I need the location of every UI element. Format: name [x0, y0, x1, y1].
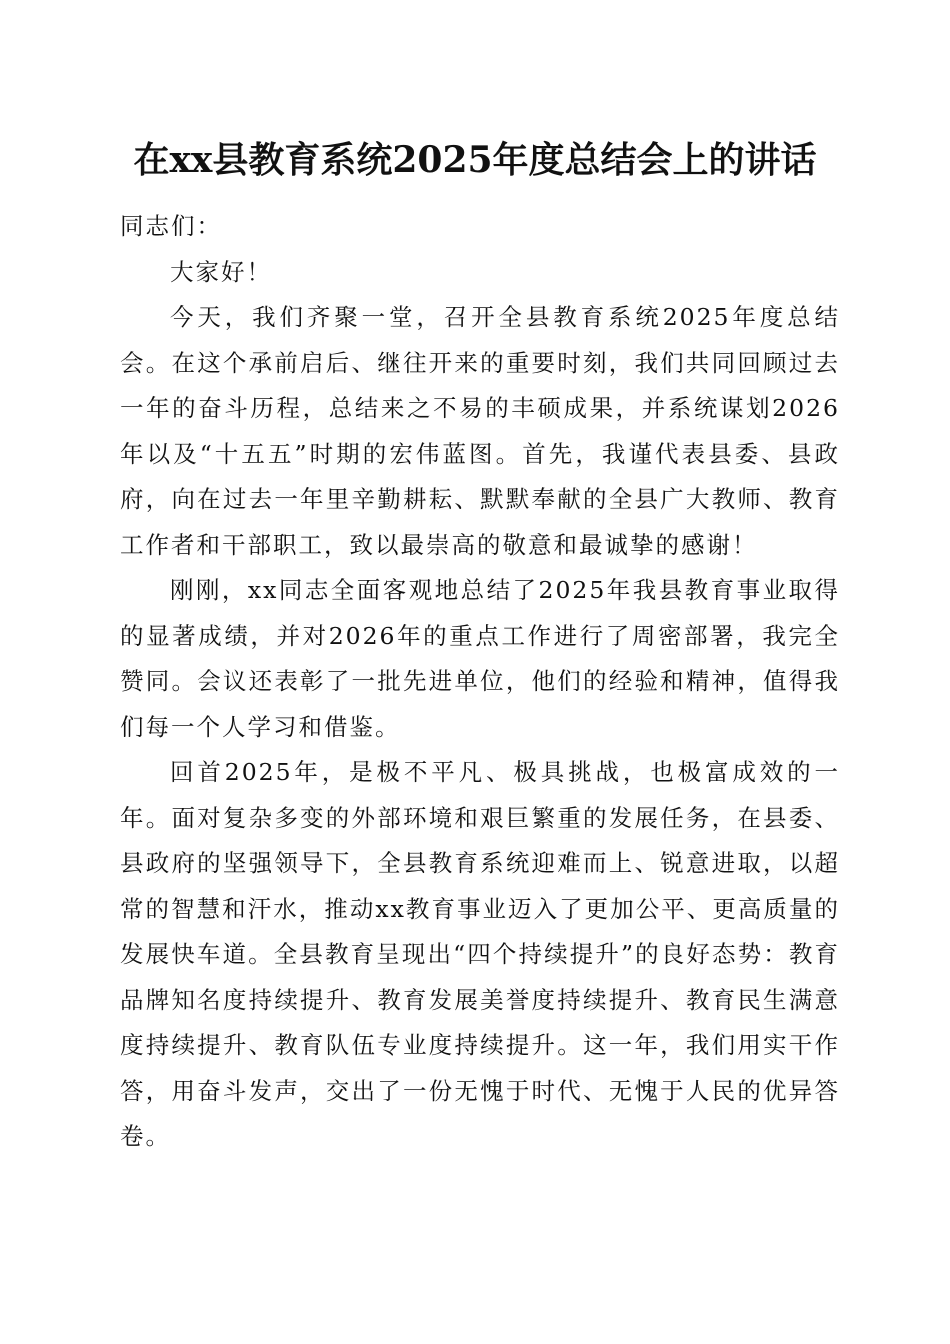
paragraph-endorsement: 刚刚，xx同志全面客观地总结了2025年我县教育事业取得的显著成绩，并对2026年的重点工作进行了周密部署，我完全赞同。会议还表彰了一批先进单位，他们的经验和精神，值得我们每一个人学习和借鉴。	[120, 576, 840, 741]
document-title: 在xx县教育系统2025年度总结会上的讲话	[133, 139, 817, 181]
paragraph-greeting: 大家好！	[170, 257, 272, 286]
paragraph-opening: 今天，我们齐聚一堂，召开全县教育系统2025年度总结会。在这个承前启后、继往开来的重要时刻，我们共同回顾过去一年的奋斗历程，总结来之不易的丰硕成果，并系统谋划2026年以及“十五五”时期的宏伟蓝图。首先，我谨代表县委、县政府，向在过去一年里辛勤耕耘、默默奉献的全县广大教师、教育工作者和干部职工，致以最崇高的敬意和最诚挚的感谢！	[120, 303, 840, 559]
document-body	[120, 204, 840, 1160]
salutation: 同志们：	[120, 212, 222, 240]
paragraph-review: 回首2025年，是极不平凡、极具挑战，也极富成效的一年。面对复杂多变的外部环境和艰巨繁重的发展任务，在县委、县政府的坚强领导下，全县教育系统迎难而上、锐意进取，以超常的智慧和汗水，推动xx教育事业迈入了更加公平、更高质量的发展快车道。全县教育呈现出“四个持续提升”的良好态势：教育品牌知名度持续提升、教育发展美誉度持续提升、教育民生满意度持续提升、教育队伍专业度持续提升。这一年，我们用实干作答，用奋斗发声，交出了一份无愧于时代、无愧于人民的优异答卷。	[120, 758, 840, 1150]
